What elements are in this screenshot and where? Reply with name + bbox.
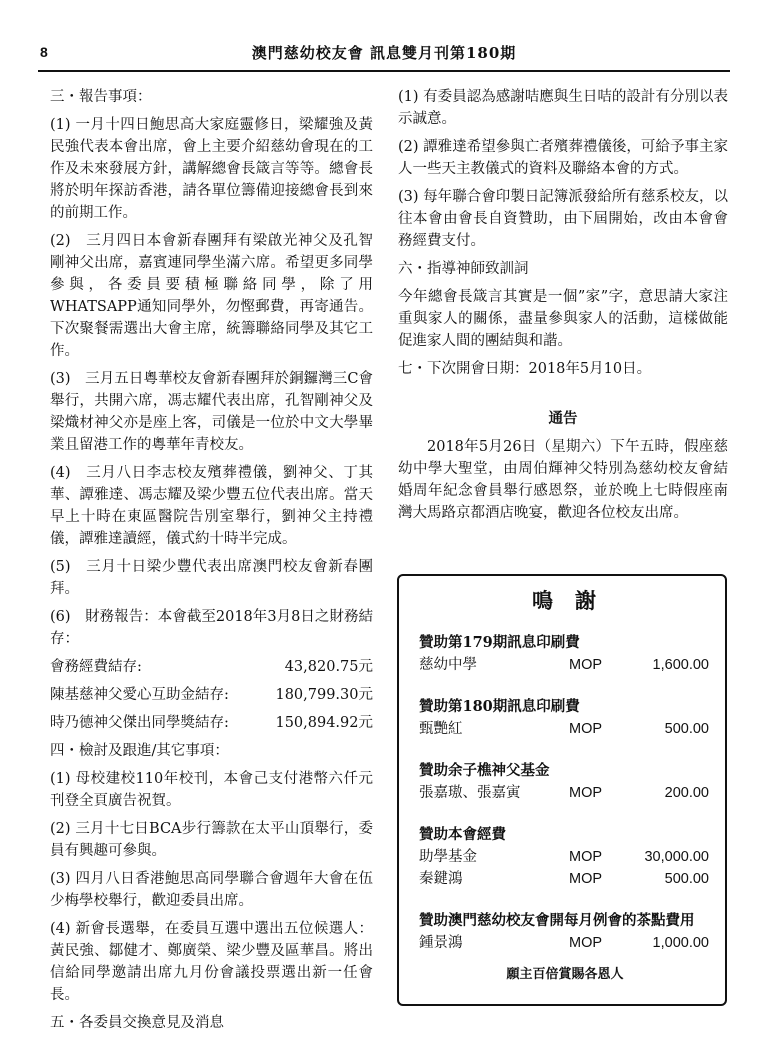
sponsor-group xyxy=(419,824,711,890)
sponsor-row xyxy=(419,782,711,804)
followup-item-1: (1) 母校建校110年校刊，本會己支付港幣六仟元刊登全頁廣告祝賀。 xyxy=(50,771,373,809)
opinion-item-1: (1) 有委員認為感謝咭應與生日咭的設計有分別以表示誠意。 xyxy=(398,89,728,127)
acknowledgement-title: 鳴謝 xyxy=(532,588,618,613)
sponsor-group xyxy=(419,760,711,804)
right-column xyxy=(398,86,728,530)
followup-item-2: (2) 三月十七日BCA步行籌款在太平山頂舉行，委員有興趣可參與。 xyxy=(50,821,373,859)
opinion-item-3: (3) 每年聯合會印製日記簿派發給所有慈系校友，以往本會由會長自資贊助，由下屆開始，改由本會會務經費支付。 xyxy=(398,189,728,249)
sponsor-currency: MOP xyxy=(569,657,603,673)
sponsor-currency: MOP xyxy=(569,935,603,951)
sponsor-row xyxy=(419,654,711,676)
report-item-6: (6) 財務報告：本會截至2018年3月8日之財務結存： xyxy=(50,609,373,647)
section-4-heading: 四・檢討及跟進/其它事項： xyxy=(50,743,229,759)
report-item-4: (4) 三月八日李志校友殯葬禮儀，劉神父、丁其華、譚雅達、馮志耀及梁少豐五位代表出席。當天早上十時在東區醫院告別室舉行，劉神父主持禮儀，譚雅達讀經，儀式約十時半完成。 xyxy=(50,465,373,547)
finance-amount: 180,799.30元 xyxy=(275,687,373,703)
sponsor-group-title: 贊助澳門慈幼校友會開每月例會的茶點費用 xyxy=(419,912,695,929)
sponsor-row xyxy=(419,846,711,868)
finance-row xyxy=(50,656,373,678)
sponsor-row xyxy=(419,932,711,954)
sponsor-group-title: 贊助本會經費 xyxy=(419,826,506,843)
sponsor-amount: 500.00 xyxy=(664,871,709,887)
section-6-heading: 六・指導神師致訓詞 xyxy=(398,261,529,277)
closing-blessing: 願主百倍賞賜各恩人 xyxy=(506,967,624,982)
finance-label: 時乃德神父傑出同學獎結存: xyxy=(50,715,229,731)
newsletter-title: 澳門慈幼校友會 訊息雙月刊第180期 xyxy=(251,44,517,62)
notice-body: 2018年5月26日（星期六）下午五時，假座慈幼中學大聖堂，由周伯輝神父特別為慈幼校友會結婚周年紀念會員舉行感恩祭，並於晚上七時假座南灣大馬路京都酒店晚宴，歡迎各位校友出席。 xyxy=(398,439,728,521)
report-item-5: (5) 三月十日梁少豐代表出席澳門校友會新春團拜。 xyxy=(50,559,373,597)
sponsor-group-title: 贊助第179期訊息印刷費 xyxy=(419,634,580,651)
sponsor-currency: MOP xyxy=(569,849,603,865)
finance-amount: 43,820.75元 xyxy=(284,659,373,675)
header-rule xyxy=(38,70,730,72)
report-item-2: (2) 三月四日本會新春團拜有梁啟光神父及孔智剛神父出席，嘉賓連同學坐滿六席。希望更多同學參與，各委員要積極聯絡同學，除了用WHATSAPP通知同學外，勿慳郵費，再寄通告。下次聚餐需選出大會主席，統籌聯絡同學及其它工作。 xyxy=(50,233,373,359)
sponsor-group-title: 贊助余子樵神父基金 xyxy=(419,762,550,779)
sponsor-name: 鍾景鴻 xyxy=(419,935,463,951)
notice-title: 通告 xyxy=(548,410,578,427)
sponsor-group xyxy=(419,696,711,740)
report-item-3: (3) 三月五日粵華校友會新春團拜於銅鑼灣三C會舉行，共開六席，馮志耀代表出席，孔智剛神父及梁熾材神父亦是座上客，司儀是一位於中文大學畢業且留港工作的粵華年青校友。 xyxy=(50,371,373,453)
sponsor-row xyxy=(419,868,711,890)
finance-row xyxy=(50,712,373,734)
opinion-item-2: (2) 譚雅達希望參與亡者殯葬禮儀後，可給予事主家人一些天主教儀式的資料及聯絡本會的方式。 xyxy=(398,139,728,177)
sponsor-name: 甄艷紅 xyxy=(419,721,463,737)
followup-item-3: (3) 四月八日香港鮑思高同學聯合會週年大會在伍少梅學校舉行，歡迎委員出席。 xyxy=(50,871,373,909)
left-column xyxy=(50,86,373,1040)
sponsor-name: 慈幼中學 xyxy=(419,657,477,673)
sponsor-group-title: 贊助第180期訊息印刷費 xyxy=(419,698,580,715)
finance-label: 會務經費結存: xyxy=(50,659,142,675)
sponsor-currency: MOP xyxy=(569,721,603,737)
section-3-heading: 三・報告事項： xyxy=(50,89,152,105)
sponsor-name: 助學基金 xyxy=(419,849,477,865)
sponsor-group xyxy=(419,632,711,676)
sponsor-name: 秦鍵鴻 xyxy=(419,871,463,887)
followup-item-4: (4) 新會長選舉，在委員互選中選出五位候選人：黃民強、鄒健才、鄭廣榮、梁少豐及區華昌。將出信給同學邀請出席九月份會議投票選出新一任會長。 xyxy=(50,921,373,1003)
sponsor-name: 張嘉璈、張嘉寅 xyxy=(419,785,521,801)
sponsor-row xyxy=(419,718,711,740)
sponsor-group xyxy=(419,910,711,954)
sponsor-amount: 30,000.00 xyxy=(644,849,709,865)
finance-amount: 150,894.92元 xyxy=(275,715,373,731)
sponsor-amount: 1,600.00 xyxy=(652,657,709,673)
section-6-body: 今年總會長箴言其實是一個”家”字，意思請大家注重與家人的關係，盡量參與家人的活動，這樣做能促進家人間的團結與和諧。 xyxy=(398,289,728,349)
acknowledgement-box xyxy=(397,574,727,1006)
sponsor-amount: 1,000.00 xyxy=(652,935,709,951)
report-item-1: (1) 一月十四日鮑思高大家庭靈修日，梁耀強及黃民強代表本會出席，會上主要介紹慈幼會現在的工作及未來發展方針，講解總會長箴言等等。總會長將於明年探訪香港，請各單位籌備迎接總會長到來的前期工作。 xyxy=(50,117,373,221)
sponsor-currency: MOP xyxy=(569,785,603,801)
section-5-heading: 五・各委員交換意見及消息 xyxy=(50,1015,224,1031)
sponsor-amount: 500.00 xyxy=(664,721,709,737)
section-7-next-meeting: 七・下次開會日期：2018年5月10日。 xyxy=(398,361,652,377)
finance-label: 陳基慈神父愛心互助金結存: xyxy=(50,687,229,703)
sponsor-currency: MOP xyxy=(569,871,603,887)
finance-row xyxy=(50,684,373,706)
page-number: 8 xyxy=(40,44,48,60)
sponsor-amount: 200.00 xyxy=(664,785,709,801)
